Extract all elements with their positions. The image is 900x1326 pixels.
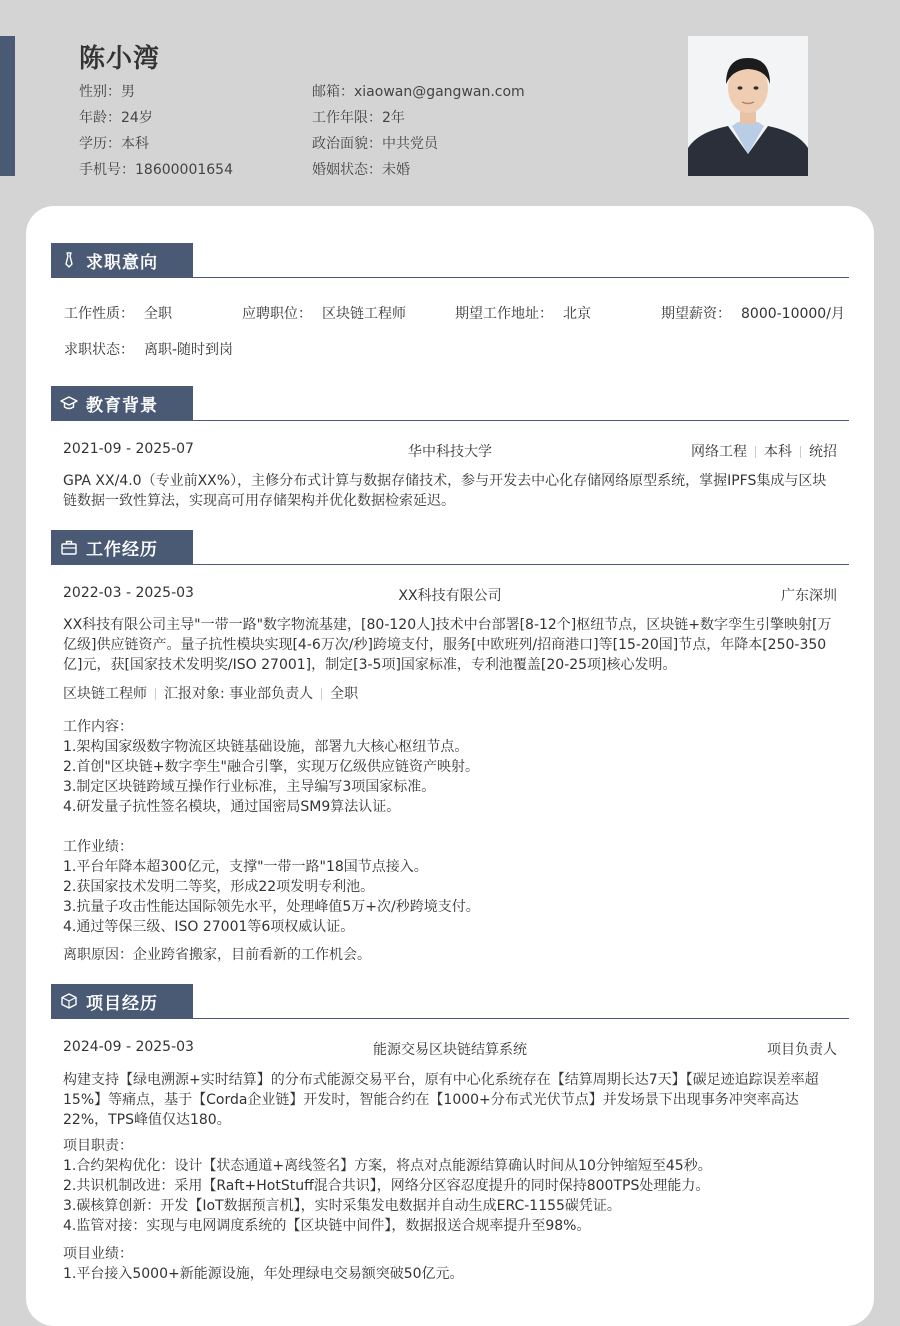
education-period: 2021-09 - 2025-07: [63, 441, 194, 457]
intent-item-salary: 期望薪资： 8000-10000/月: [661, 306, 845, 322]
work-achieve-item: 3.抗量子攻击性能达国际领先水平，处理峰值5万+次/秒跨境支付。: [63, 899, 480, 915]
marital-status-text: 婚姻状态：未婚: [312, 162, 410, 178]
education-level-text: 学历：本科: [79, 136, 149, 152]
graduation-cap-icon: [60, 394, 78, 412]
section-title: 求职意向: [86, 252, 158, 273]
project-name: 能源交易区块链结算系统: [373, 1042, 527, 1058]
project-intro: 构建支持【绿电溯源+实时结算】的分布式能源交易平台，原有中心化系统存在【结算周期长达7天】【碳足迹追踪误差率超15%】等痛点，基于【Corda企业链】开发时，智能合约在【1000+分布式光伏节点】并发场景下出现事务冲突率高达22%，TPS峰值仅达180。: [63, 1072, 819, 1128]
work-achieve-item: 1.平台年降本超300亿元，支撑"一带一路"18国节点接入。: [63, 859, 428, 875]
project-duty-title: 项目职责：: [63, 1138, 133, 1154]
gender-text: 性别：男: [79, 84, 135, 100]
tie-icon: [60, 251, 78, 269]
work-report: 汇报对象: 事业部负责人: [164, 686, 314, 702]
work-meta: [63, 683, 837, 703]
leave-reason: 离职原因：企业跨省搬家，目前看新的工作机会。: [63, 947, 371, 963]
project-perf-title: 项目业绩：: [63, 1246, 133, 1262]
project-duty-item: 4.监管对接：实现与电网调度系统的【区块链中间件】，数据报送合规率提升至98%。: [63, 1218, 591, 1234]
basic-info-left: [79, 79, 233, 183]
intent-item-nature: 工作性质： 全职: [64, 306, 172, 322]
degree: 本科: [764, 444, 792, 460]
section-title: 工作经历: [86, 539, 158, 560]
age-text: 年龄：24岁: [79, 110, 153, 126]
school-name: 华中科技大学: [408, 444, 492, 460]
section-project-header: [51, 984, 849, 1019]
work-achieve-item: 2.获国家技术发明二等奖，形成22项发明专利池。: [63, 879, 375, 895]
project-period: 2024-09 - 2025-03: [63, 1039, 194, 1055]
work-achieve-title: 工作业绩：: [63, 839, 133, 855]
work-content-item: 3.制定区块链跨域互操作行业标准，主导编写3项国家标准。: [63, 779, 436, 795]
briefcase-icon: [60, 538, 78, 556]
company-name: XX科技有限公司: [398, 588, 502, 604]
work-content-title: 工作内容：: [63, 719, 133, 735]
section-work-header: [51, 530, 849, 565]
resume-card: [26, 206, 874, 1326]
work-row: [63, 585, 837, 605]
work-role: 区块链工程师: [63, 686, 147, 702]
project-duty-item: 1.合约架构优化：设计【状态通道+离线签名】方案，将点对点能源结算确认时间从10分钟缩短至45秒。: [63, 1158, 712, 1174]
company-intro: XX科技有限公司主导"一带一路"数字物流基建，[80-120人]技术中台部署[8-12个]枢纽节点，区块链+数字孪生引擎映射[万亿级]供应链资产。量子抗性模块实现[4-6万次/秒]跨境支付，服务[中欧班列/招商港口]等[15-20国]节点，年降本[250-350亿]元，获[国家技术发明奖/ISO 27001]，制定[3-5项]国家标准，专利池覆盖[20-25项]核心发明。: [63, 617, 832, 673]
education-details: [691, 441, 837, 461]
resume-name: 陈小湾: [79, 44, 161, 74]
enrollment-type: 统招: [809, 444, 837, 460]
intent-item-status: 求职状态： 离职-随时到岗: [64, 342, 234, 358]
intent-item-position: 应聘职位： 区块链工程师: [242, 306, 406, 322]
work-achieve-item: 4.通过等保三级、ISO 27001等6项权威认证。: [63, 919, 355, 935]
work-content: [63, 717, 839, 965]
major: 网络工程: [691, 444, 747, 460]
work-content-item: 4.研发量子抗性签名模块，通过国密局SM9算法认证。: [63, 799, 401, 815]
work-city: 广东深圳: [781, 588, 837, 604]
email-text: 邮箱：xiaowan@gangwan.com: [312, 84, 525, 100]
work-content-item: 2.首创"区块链+数字孪生"融合引擎，实现万亿级供应链资产映射。: [63, 759, 479, 775]
section-title: 项目经历: [86, 993, 158, 1014]
header-accent-bar: [0, 36, 15, 176]
project-duty-item: 3.碳核算创新：开发【IoT数据预言机】，实时采集发电数据并自动生成ERC-1155碳凭证。: [63, 1198, 621, 1214]
work-jobtype: 全职: [330, 686, 359, 702]
education-description: GPA XX/4.0（专业前XX%），主修分布式计算与数据存储技术，参与开发去中心化存储网络原型系统，掌握IPFS集成与区块链数据一致性算法，实现高可用存储架构并优化数据检索延迟。: [63, 473, 827, 509]
project-row: [63, 1039, 837, 1059]
project-role: 项目负责人: [767, 1042, 837, 1058]
section-title: 教育背景: [86, 395, 158, 416]
profile-photo: [688, 36, 808, 176]
section-education-header: [51, 386, 849, 421]
education-row: [63, 441, 837, 461]
basic-info-right: [312, 79, 525, 183]
phone-text: 手机号：18600001654: [79, 162, 233, 178]
intent-item-location: 期望工作地址： 北京: [455, 306, 591, 322]
project-perf-item: 1.平台接入5000+新能源设施，年处理绿电交易额突破50亿元。: [63, 1266, 464, 1282]
work-years-text: 工作年限：2年: [312, 110, 405, 126]
work-period: 2022-03 - 2025-03: [63, 585, 194, 601]
section-intent-header: [51, 243, 849, 278]
project-duties: [63, 1136, 839, 1284]
project-duty-item: 2.共识机制改进：采用【Raft+HotStuff混合共识】，网络分区容忍度提升的同时保持800TPS处理能力。: [63, 1178, 710, 1194]
cube-icon: [60, 992, 78, 1010]
political-status-text: 政治面貌：中共党员: [312, 136, 438, 152]
work-content-item: 1.架构国家级数字物流区块链基础设施，部署九大核心枢纽节点。: [63, 739, 469, 755]
